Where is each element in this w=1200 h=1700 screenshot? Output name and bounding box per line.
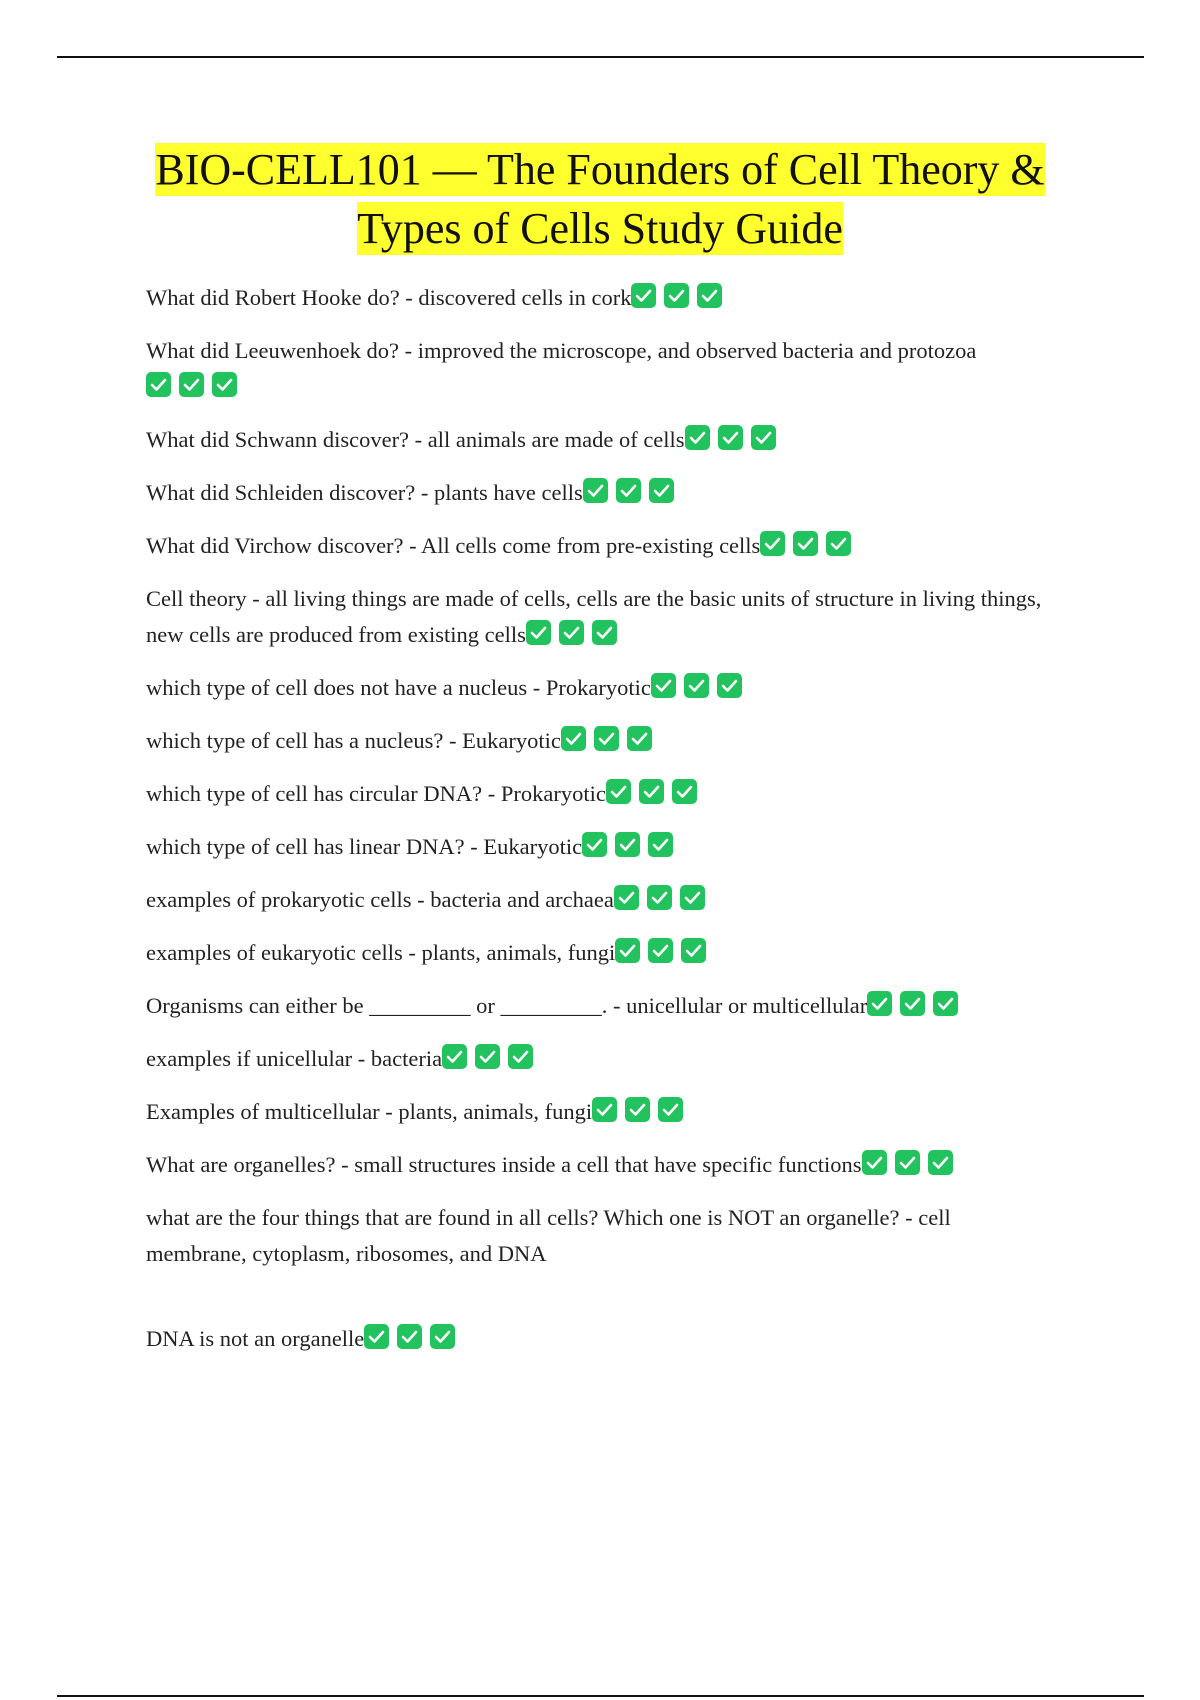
check-mark-icon [615,832,640,857]
check-mark-icon [647,885,672,910]
check-mark-icon [862,1150,887,1175]
check-group [614,885,705,910]
check-mark-icon [697,283,722,308]
check-mark-icon [793,531,818,556]
check-mark-icon [900,991,925,1016]
entry-text: What did Schwann discover? - all animals are made of cells [146,427,685,452]
top-rule [57,56,1144,58]
check-mark-icon [895,1150,920,1175]
check-mark-icon [684,673,709,698]
entry-text: Cell theory - all living things are made of cells, cells are the basic units of structure in living things, new cells are produced from existing cells [146,586,1042,647]
check-mark-icon [606,779,631,804]
check-mark-icon [508,1044,533,1069]
check-group [582,832,673,857]
check-mark-icon [582,832,607,857]
check-mark-icon [212,372,237,397]
entry-leeuwenhoek [146,333,1056,405]
entry-text: examples of prokaryotic cells - bacteria and archaea [146,887,614,912]
check-mark-icon [561,726,586,751]
entry-schwann [146,422,1056,458]
check-mark-icon [681,938,706,963]
check-mark-icon [625,1097,650,1122]
bottom-rule [57,1695,1144,1697]
entry-text: DNA is not an organelle [146,1326,365,1351]
check-group [651,673,742,698]
check-mark-icon [718,425,743,450]
check-mark-icon [592,620,617,645]
check-mark-icon [615,938,640,963]
entry-circular-dna [146,776,1056,812]
entry-text: What are organelles? - small structures inside a cell that have specific functions [146,1152,862,1177]
check-mark-icon [526,620,551,645]
check-group [561,726,652,751]
check-mark-icon [658,1097,683,1122]
entry-text: Organisms can either be _________ or _________. - unicellular or multicellular [146,993,868,1018]
check-mark-icon [928,1150,953,1175]
check-group [631,283,722,308]
page-title [100,140,1100,258]
check-group [526,620,617,645]
check-mark-icon [672,779,697,804]
entry-text: examples if unicellular - bacteria [146,1046,443,1071]
entry-unicellular-examples [146,1041,1056,1077]
check-mark-icon [649,478,674,503]
check-mark-icon [364,1324,389,1349]
check-mark-icon [760,531,785,556]
entry-virchow [146,528,1056,564]
entry-dna-not-organelle [146,1321,1056,1357]
entry-has-nucleus [146,723,1056,759]
check-mark-icon [639,779,664,804]
entry-multicellular-examples [146,1094,1056,1130]
check-mark-icon [717,673,742,698]
check-mark-icon [430,1324,455,1349]
check-mark-icon [583,478,608,503]
entry-text: examples of eukaryotic cells - plants, animals, fungi [146,940,616,965]
check-mark-icon [179,372,204,397]
check-mark-icon [442,1044,467,1069]
check-mark-icon [651,673,676,698]
entry-eukaryotic-examples [146,935,1056,971]
check-mark-icon [751,425,776,450]
check-group [685,425,776,450]
check-mark-icon [614,885,639,910]
check-group [867,991,958,1016]
check-mark-icon [627,726,652,751]
check-group [606,779,697,804]
check-mark-icon [631,283,656,308]
check-mark-icon [933,991,958,1016]
check-mark-icon [680,885,705,910]
check-mark-icon [648,938,673,963]
title-highlight: BIO-CELL101 — The Founders of Cell Theory & Types of Cells Study Guide [155,145,1045,253]
check-group [364,1324,455,1349]
check-mark-icon [146,372,171,397]
check-mark-icon [397,1324,422,1349]
entry-text: What did Leeuwenhoek do? - improved the microscope, and observed bacteria and protozoa [146,338,977,363]
entry-robert-hooke [146,280,1056,316]
entry-text: which type of cell has circular DNA? - Prokaryotic [146,781,606,806]
entry-linear-dna [146,829,1056,865]
check-mark-icon [867,991,892,1016]
check-mark-icon [685,425,710,450]
entry-text: What did Robert Hooke do? - discovered cells in cork [146,285,632,310]
check-mark-icon [559,620,584,645]
check-mark-icon [592,1097,617,1122]
check-group [146,372,237,397]
entry-text: what are the four things that are found in all cells? Which one is NOT an organelle? - cell membrane, cytoplasm, ribosomes, and DNA [146,1205,951,1266]
check-mark-icon [616,478,641,503]
check-group [615,938,706,963]
check-group [760,531,851,556]
check-group [862,1150,953,1175]
entry-organelles [146,1147,1056,1183]
entry-cell-theory [146,581,1056,653]
entry-text: which type of cell has a nucleus? - Eukaryotic [146,728,561,753]
check-group [592,1097,683,1122]
check-mark-icon [475,1044,500,1069]
entry-text: which type of cell has linear DNA? - Eukaryotic [146,834,583,859]
check-mark-icon [594,726,619,751]
entry-unicellular-or-multicellular [146,988,1056,1024]
entry-text: What did Virchow discover? - All cells come from pre-existing cells [146,533,761,558]
check-group [442,1044,533,1069]
check-mark-icon [826,531,851,556]
check-mark-icon [648,832,673,857]
entry-text: Examples of multicellular - plants, animals, fungi [146,1099,593,1124]
entry-no-nucleus [146,670,1056,706]
entry-four-things-in-all-cells [146,1200,1056,1272]
entry-text: What did Schleiden discover? - plants have cells [146,480,583,505]
entry-schleiden [146,475,1056,511]
entry-text: which type of cell does not have a nucleus - Prokaryotic [146,675,651,700]
check-group [583,478,674,503]
study-guide-entries [146,280,1056,1374]
check-mark-icon [664,283,689,308]
entry-prokaryotic-examples [146,882,1056,918]
